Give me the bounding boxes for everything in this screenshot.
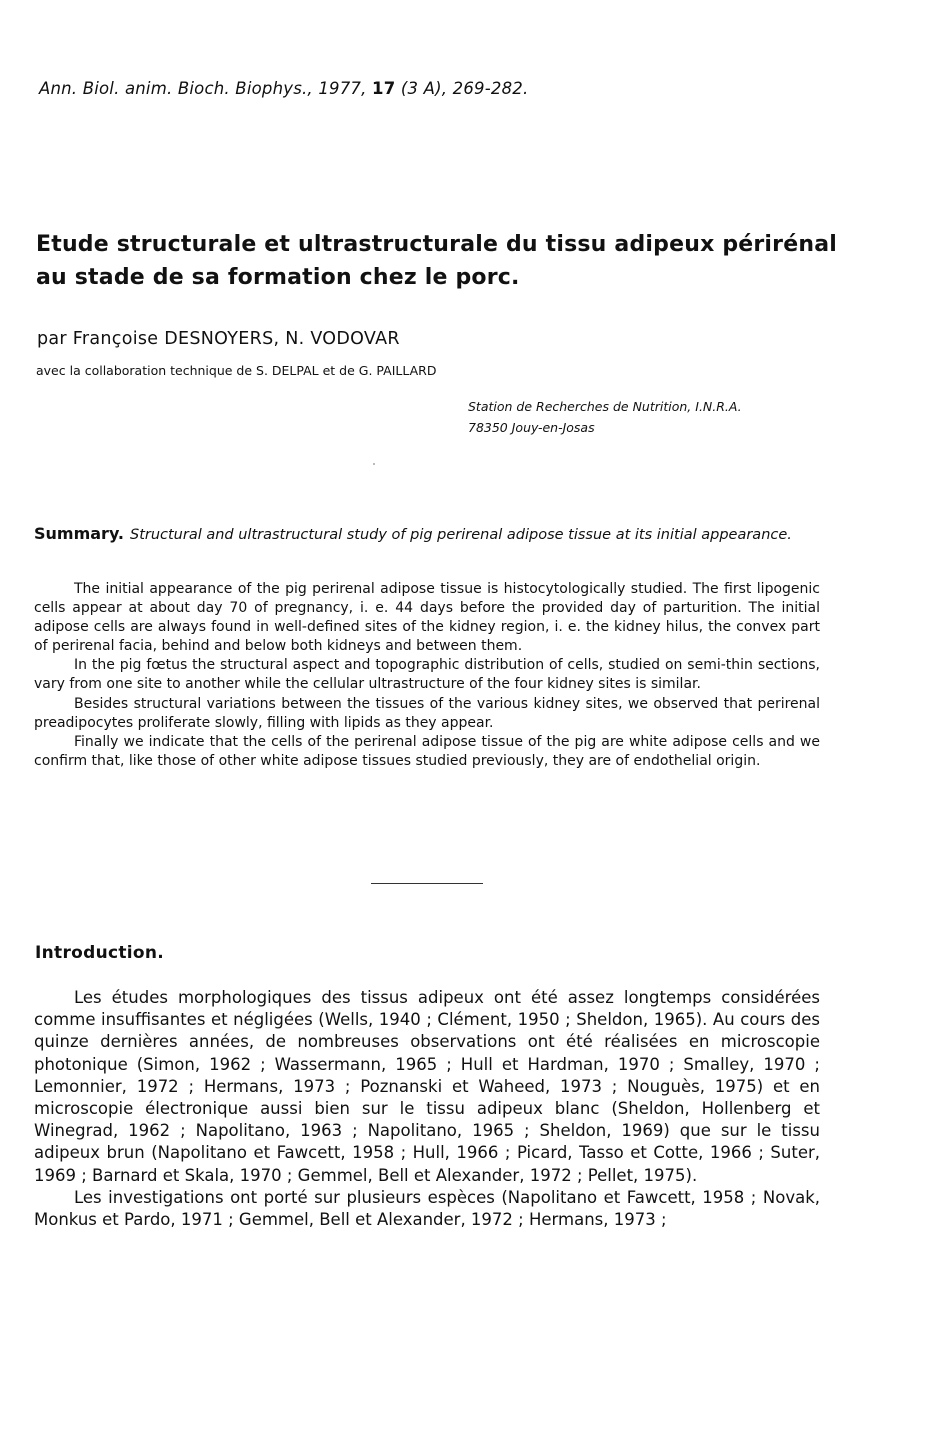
technical-collaboration: avec la collaboration technique de S. DELPAL et de G. PAILLARD: [36, 363, 437, 378]
introduction-heading: Introduction.: [35, 943, 165, 963]
speck: [373, 463, 375, 465]
summary-subtitle: Structural and ultrastructural study of pig perirenal adipose tissue at its initial appearance.: [129, 527, 792, 543]
summary-paragraph: Besides structural variations between the tissues of the various kidney sites, we observed that perirenal preadipocytes proliferate slowly, filling with lipids as they appear.: [34, 695, 820, 731]
affiliation: [468, 396, 742, 438]
section-divider: [371, 883, 483, 884]
summary-paragraph: Finally we indicate that the cells of the perirenal adipose tissue of the pig are white adipose cells and we confirm that, like those of other white adipose tissues studied previously, they are of endothelial origin.: [34, 733, 820, 769]
affiliation-line-2: 78350 Jouy-en-Josas: [468, 420, 595, 435]
body-paragraph: Les investigations ont porté sur plusieurs espèces (Napolitano et Fawcett, 1958 ; Novak, Monkus et Pardo, 1971 ; Gemmel, Bell et Alexander, 1972 ; Hermans, 1973 ;: [34, 1187, 820, 1230]
citation-journal: Ann. Biol. anim. Bioch. Biophys., 1977,: [39, 79, 373, 98]
citation-volume: 17: [372, 79, 396, 98]
summary-heading: Summary.: [34, 524, 124, 543]
summary-paragraph: In the pig fœtus the structural aspect and topographic distribution of cells, studied on semi-thin sections, vary from one site to another while the cellular ultrastructure of the four kidney sites is similar.: [34, 657, 820, 693]
authors: par Françoise DESNOYERS, N. VODOVAR: [37, 329, 400, 349]
body-paragraph: Les études morphologiques des tissus adipeux ont été assez longtemps considérées comme insuffisantes et négligées (Wells, 1940 ; Clément, 1950 ; Sheldon, 1965). Au cours des quinze dernières années, de nombreuses observations ont été réalisées en microscopie photonique (Simon, 1962 ; Wassermann, 1965 ; Hull et Hardman, 1970 ; Smalley, 1970 ; Lemonnier, 1972 ; Hermans, 1973 ; Poznanski et Waheed, 1973 ; Nouguès, 1975) et en microscopie électronique aussi bien sur le tissu adipeux blanc (Sheldon, Hollenberg et Winegrad, 1962 ; Napolitano, 1963 ; Napolitano, 1965 ; Sheldon, 1969) que sur le tissu adipeux brun (Napolitano et Fawcett, 1958 ; Hull, 1966 ; Picard, Tasso et Cotte, 1966 ; Suter, 1969 ; Barnard et Skala, 1970 ; Gemmel, Bell et Alexander, 1972 ; Pellet, 1975).: [34, 988, 820, 1185]
summary-abstract: [34, 580, 820, 771]
article-title: Etude structurale et ultrastructurale du tissu adipeux périrénal au stade de sa formation chez le porc.: [36, 232, 837, 290]
affiliation-line-1: Station de Recherches de Nutrition, I.N.R.A.: [468, 399, 742, 414]
citation-issue-pages: (3 A), 269-282.: [395, 79, 529, 98]
summary-heading-block: [34, 524, 820, 545]
summary-paragraph: The initial appearance of the pig perirenal adipose tissue is histocytologically studied. The first lipogenic cells appear at about day 70 of pregnancy, i. e. 44 days before the provided day of parturition. The initial adipose cells are always found in well-defined sites of the kidney region, i. e. the kidney hilus, the convex part of perirenal facia, behind and below both kidneys and between them.: [34, 581, 820, 655]
journal-citation: [39, 79, 528, 98]
introduction-body: [34, 987, 820, 1231]
